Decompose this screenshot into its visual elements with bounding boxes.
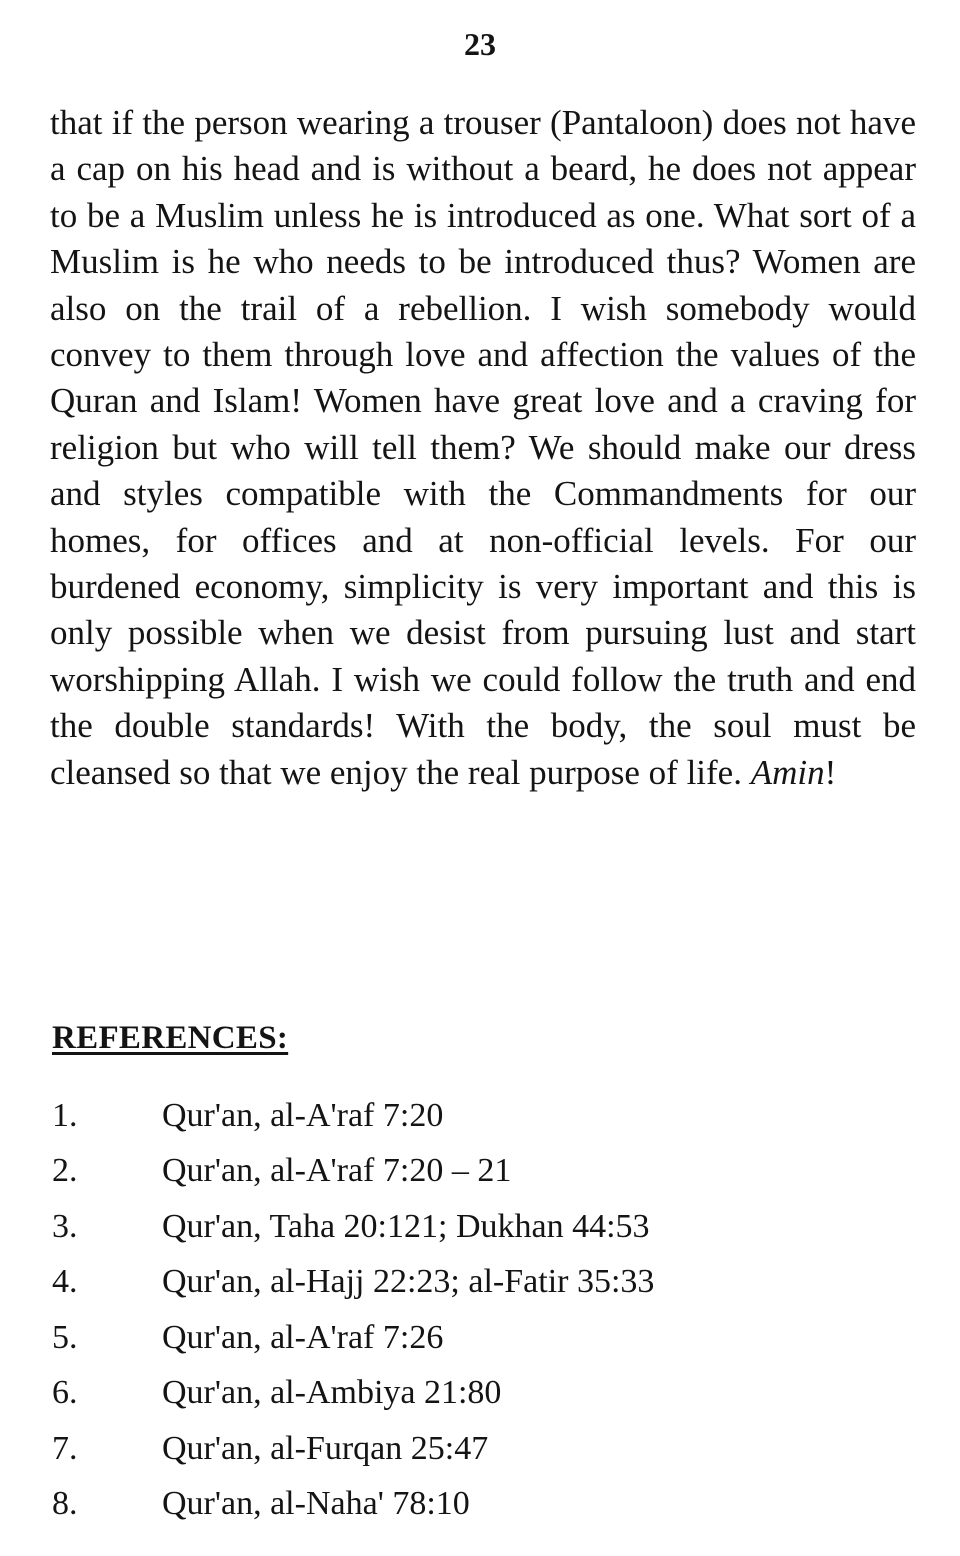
body-text: that if the person wearing a trouser (Pantaloon) does not have a cap on his head and is without a beard, he does not appear to be a Muslim unless he is introduced as one. What sort of a Muslim is he who needs to be introduced thus? Women are also on the trail of a rebellion. I wish somebody would convey to them through love and affection the values of the Quran and Islam! Women have great love and a craving for religion but who will tell them? We should make our dress and styles compatible with the Commandments for our homes, for offices and at non-official levels. For our burdened economy, simplicity is very important and this is only possible when we desist from pursuing lust and start worshipping Allah. I wish we could follow the truth and end the double standards! With the body, the soul must be cleansed so that we enjoy the real purpose of life. — [50, 103, 916, 792]
reference-item — [52, 1255, 912, 1311]
reference-item — [52, 1421, 912, 1477]
references-heading: REFERENCES: — [52, 1020, 289, 1056]
ending-punct: ! — [824, 752, 837, 792]
reference-citation: Qur'an, al-Hajj 22:23; al-Fatir 35:33 — [162, 1263, 655, 1301]
references-list — [52, 1088, 912, 1532]
page-number: 23 — [464, 26, 496, 62]
reference-citation: Qur'an, al-A'raf 7:26 — [162, 1318, 444, 1356]
reference-item — [52, 1477, 912, 1533]
reference-citation: Qur'an, al-Ambiya 21:80 — [162, 1374, 502, 1412]
reference-citation: Qur'an, al-A'raf 7:20 – 21 — [162, 1152, 512, 1190]
reference-item — [52, 1366, 912, 1422]
reference-citation: Qur'an, al-Furqan 25:47 — [162, 1429, 489, 1467]
reference-number: 1. — [52, 1096, 78, 1134]
reference-item — [52, 1144, 912, 1200]
reference-item — [52, 1088, 912, 1144]
reference-number: 2. — [52, 1152, 78, 1190]
reference-number: 7. — [52, 1429, 78, 1467]
reference-number: 8. — [52, 1485, 78, 1523]
ending-word: Amin — [750, 752, 825, 792]
body-paragraph — [50, 100, 916, 796]
reference-citation: Qur'an, al-A'raf 7:20 — [162, 1096, 444, 1134]
reference-citation: Qur'an, al-Naha' 78:10 — [162, 1485, 470, 1523]
reference-item — [52, 1199, 912, 1255]
reference-item — [52, 1310, 912, 1366]
reference-number: 6. — [52, 1374, 78, 1412]
reference-number: 3. — [52, 1207, 78, 1245]
reference-number: 4. — [52, 1263, 78, 1301]
reference-number: 5. — [52, 1318, 78, 1356]
reference-citation: Qur'an, Taha 20:121; Dukhan 44:53 — [162, 1207, 650, 1245]
